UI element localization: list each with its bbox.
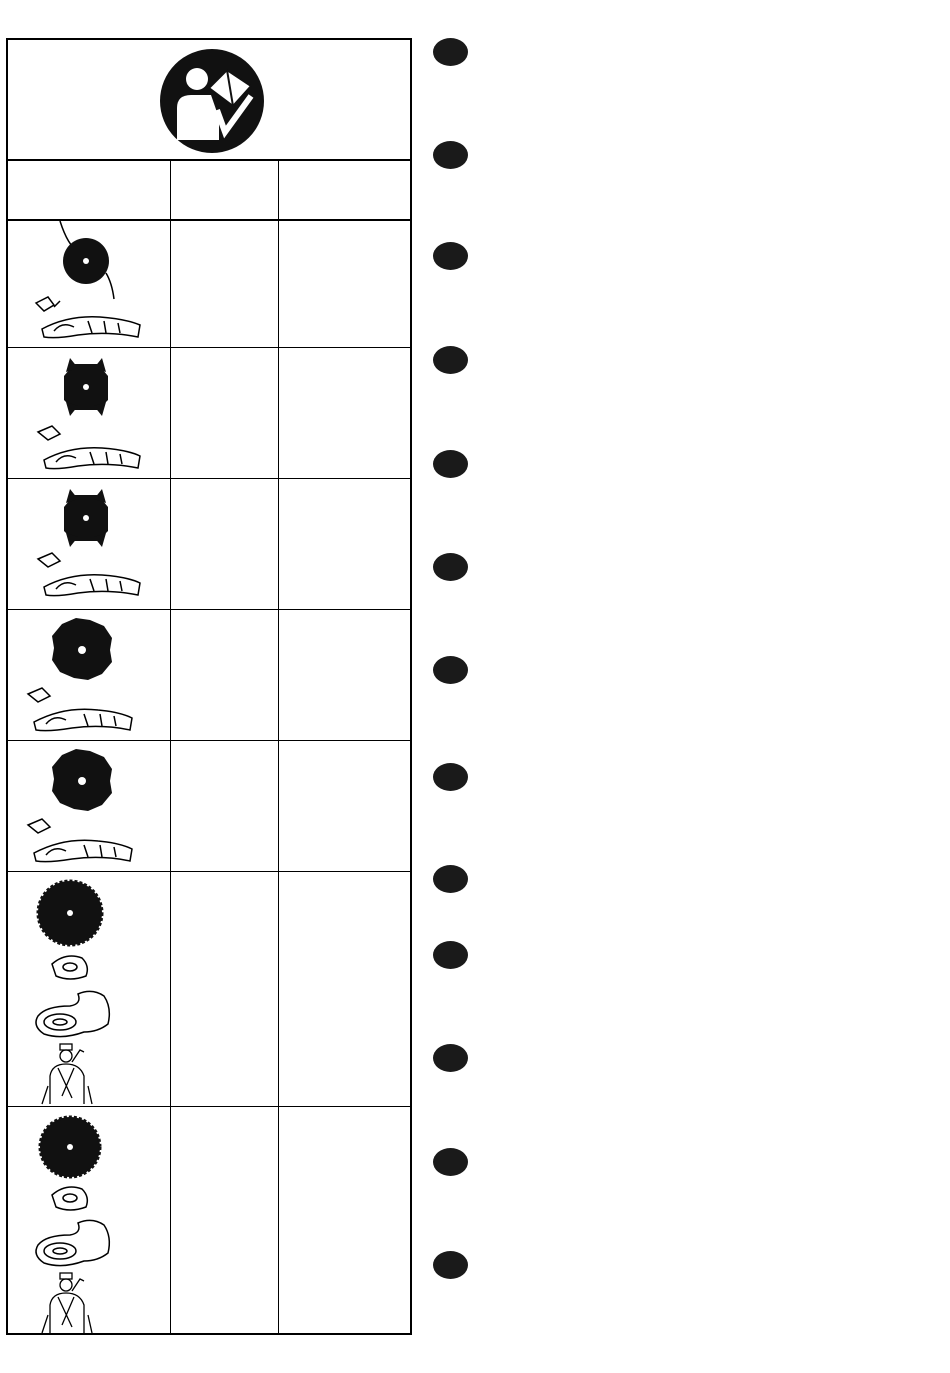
language-bullet-icon (433, 656, 468, 684)
language-bullet-icon (433, 763, 468, 791)
table-row (8, 1107, 410, 1335)
table-row (8, 872, 410, 1107)
language-bullet-icon (433, 38, 468, 66)
language-bullet-icon (433, 553, 468, 581)
language-bullet-icon (433, 346, 468, 374)
grass-blade-4-tooth-icon (8, 348, 168, 479)
table-header (8, 40, 410, 161)
saw-guard-icon (36, 1187, 109, 1266)
language-bullet-icon (433, 141, 468, 169)
grass-blade-8-tooth-icon (8, 610, 168, 741)
table-row (8, 741, 410, 872)
language-bullet-icon (433, 242, 468, 270)
language-bullet-icon (433, 1251, 468, 1279)
equipment-table (6, 38, 412, 1335)
saw-blade-icon (8, 872, 168, 1107)
grass-guard-icon (36, 297, 140, 338)
saw-guard-icon (36, 956, 109, 1037)
column-header-row (8, 161, 410, 221)
trimmer-head-icon (8, 221, 168, 348)
table-row (8, 348, 410, 479)
table-row (8, 479, 410, 610)
grass-blade-8-tooth-icon (8, 741, 168, 872)
grass-guard-icon (38, 426, 140, 469)
harness-operator-icon (42, 1273, 92, 1333)
table-row (8, 610, 410, 741)
grass-guard-icon (28, 688, 132, 731)
language-bullet-icon (433, 450, 468, 478)
language-bullet-icon (433, 865, 468, 893)
language-bullet-icon (433, 1044, 468, 1072)
harness-operator-icon (42, 1044, 92, 1104)
saw-blade-icon (8, 1107, 168, 1335)
grass-guard-icon (38, 553, 140, 596)
language-bullet-icon (433, 1148, 468, 1176)
table-row (8, 221, 410, 348)
grass-blade-4-tooth-icon (8, 479, 168, 610)
grass-guard-icon (28, 819, 132, 862)
read-manual-icon (159, 48, 265, 154)
language-bullet-icon (433, 941, 468, 969)
